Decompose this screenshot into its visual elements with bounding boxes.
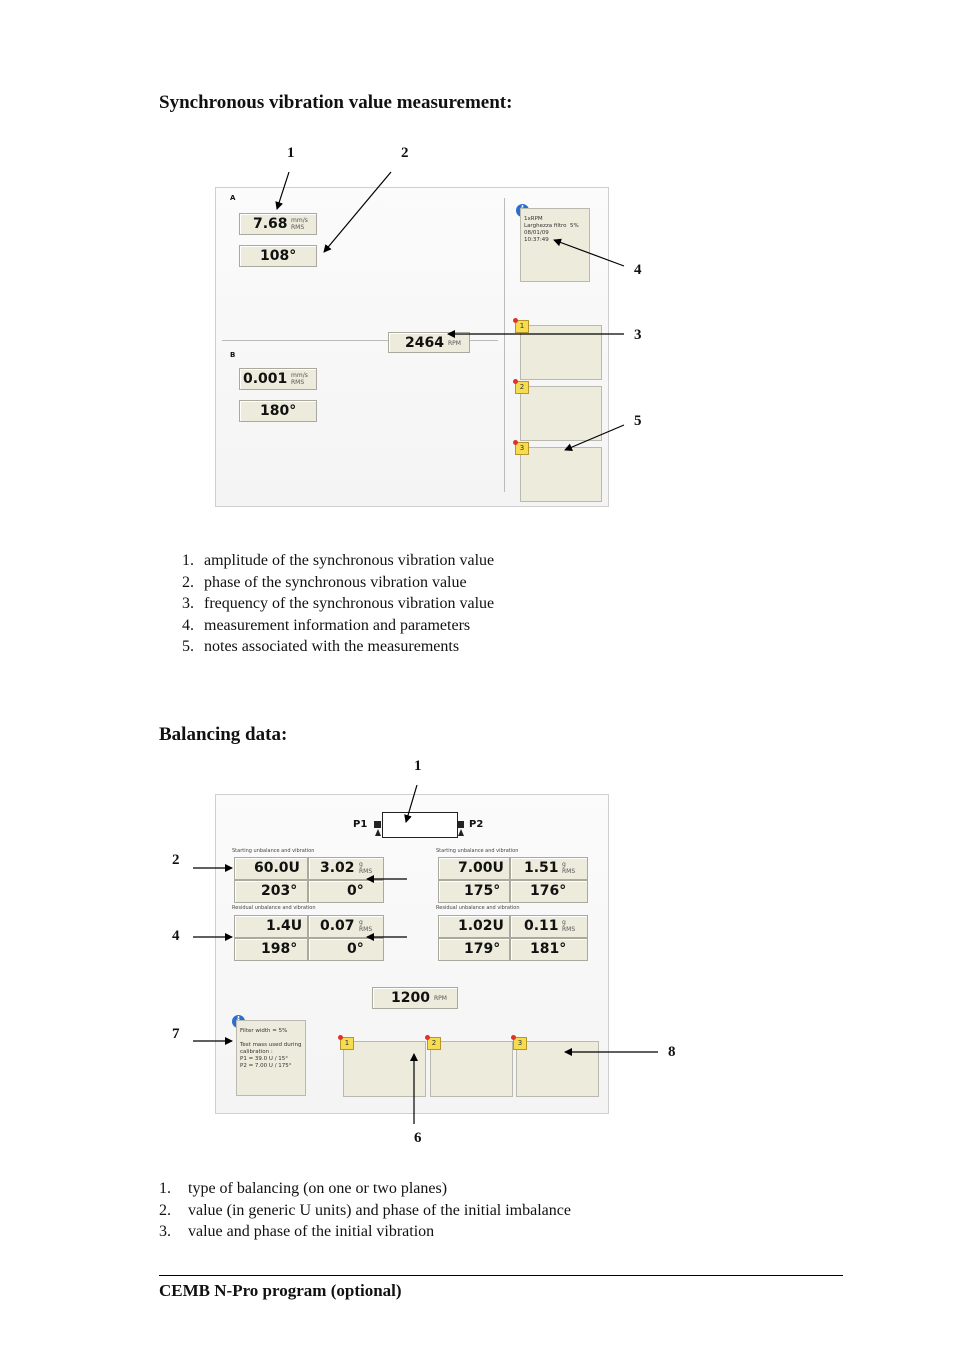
speed-unit: RPM <box>434 995 447 1002</box>
footer-title: CEMB N-Pro program (optional) <box>159 1281 402 1300</box>
left-start-unbalance-value: 60.0U <box>254 860 300 876</box>
note-3-flag-icon: 3 <box>515 442 529 455</box>
right-start-unbalance-phase: 175° <box>464 883 501 899</box>
arrow-1 <box>406 785 417 822</box>
left-start-vibration-unit: g RMS <box>359 861 373 875</box>
right-res-vibration-phase: 181° <box>530 941 567 957</box>
callout-2: 2 <box>172 852 180 868</box>
note-2-flag-icon: 2 <box>427 1037 441 1050</box>
callout-1: 1 <box>414 758 422 774</box>
arrow-5 <box>565 425 624 450</box>
list-item: 3. value and phase of the initial vibration <box>159 1223 435 1240</box>
starting-label-left: Starting unbalance and vibration <box>232 848 315 854</box>
callout-4: 4 <box>634 262 642 278</box>
note-3-flag-icon: 3 <box>513 1037 527 1050</box>
plane-p1-label: P1 <box>353 819 368 830</box>
note-2-flag-icon: 2 <box>515 381 529 394</box>
b-phase-value: 180° <box>260 403 297 419</box>
right-res-unbalance-phase: 179° <box>464 941 501 957</box>
list-item: 5. notes associated with the measurements <box>182 638 460 655</box>
left-res-unbalance-value: 1.4U <box>266 918 303 934</box>
arrow-1 <box>277 172 289 209</box>
section-title-balancing: Balancing data: <box>159 724 288 745</box>
plane-p2-label: P2 <box>469 819 484 830</box>
list-item: 2. phase of the synchronous vibration value <box>182 573 467 591</box>
right-res-unbalance-value: 1.02U <box>458 918 504 934</box>
left-res-unbalance-phase: 198° <box>261 941 298 957</box>
section-title-vibration: Synchronous vibration value measurement: <box>159 92 513 113</box>
right-start-unbalance-value: 7.00U <box>458 860 504 876</box>
channel-a-label: A <box>230 194 236 202</box>
list-item: 1. type of balancing (on one or two planes) <box>159 1180 448 1197</box>
note-1-flag-icon: 1 <box>515 320 529 333</box>
callout-5: 5 <box>634 413 642 429</box>
a-phase-value: 108° <box>260 248 297 264</box>
list-item: 4. measurement information and parameters <box>182 616 471 634</box>
callout-1: 1 <box>287 145 295 161</box>
callout-4: 4 <box>172 928 180 944</box>
a-amplitude-unit: mm/s RMS <box>291 217 308 231</box>
info-text: 1xRPM Larghezza filtro 5% 08/01/09 10:37:49 <box>524 216 579 243</box>
left-start-vibration-value: 3.02 <box>320 860 355 876</box>
right-res-vibration-value: 0.11 <box>524 918 559 934</box>
a-amplitude-value: 7.68 <box>253 216 288 232</box>
callout-3: 3 <box>634 327 642 343</box>
callout-7: 7 <box>172 1026 180 1042</box>
list-item: 1. amplitude of the synchronous vibration value <box>182 552 495 569</box>
callout-6: 6 <box>414 1130 422 1146</box>
callout-8: 8 <box>668 1044 676 1060</box>
list-item: 2. value (in generic U units) and phase of the initial imbalance <box>159 1201 571 1219</box>
callout-2: 2 <box>401 145 409 161</box>
arrow-4 <box>554 240 624 266</box>
b-amplitude-value: 0.001 <box>243 371 288 387</box>
right-start-vibration-unit: g RMS <box>562 861 576 875</box>
starting-label-right: Starting unbalance and vibration <box>436 848 519 854</box>
residual-label-left: Residual unbalance and vibration <box>232 905 316 911</box>
arrow-2 <box>324 172 391 252</box>
speed-unit: RPM <box>448 340 461 347</box>
left-res-vibration-unit: g RMS <box>359 919 373 933</box>
right-start-vibration-phase: 176° <box>530 883 567 899</box>
residual-label-right: Residual unbalance and vibration <box>436 905 520 911</box>
note-1-flag-icon: 1 <box>340 1037 354 1050</box>
speed-value: 2464 <box>405 335 444 351</box>
right-start-vibration-value: 1.51 <box>524 860 559 876</box>
left-res-vibration-value: 0.07 <box>320 918 355 934</box>
b-amplitude-unit: mm/s RMS <box>291 372 308 386</box>
channel-b-label: B <box>230 351 236 359</box>
list-item: 3. frequency of the synchronous vibration value <box>182 595 495 612</box>
speed-value: 1200 <box>391 990 430 1006</box>
left-start-vibration-phase: 0° <box>347 883 364 899</box>
right-res-vibration-unit: g RMS <box>562 919 576 933</box>
left-res-vibration-phase: 0° <box>347 941 364 957</box>
left-start-unbalance-phase: 203° <box>261 883 298 899</box>
info-text: Filter width = 5% Test mass used during calibration : P1 = 39.0 U / 15° P2 = 7.00 U / 175° <box>240 1028 302 1069</box>
